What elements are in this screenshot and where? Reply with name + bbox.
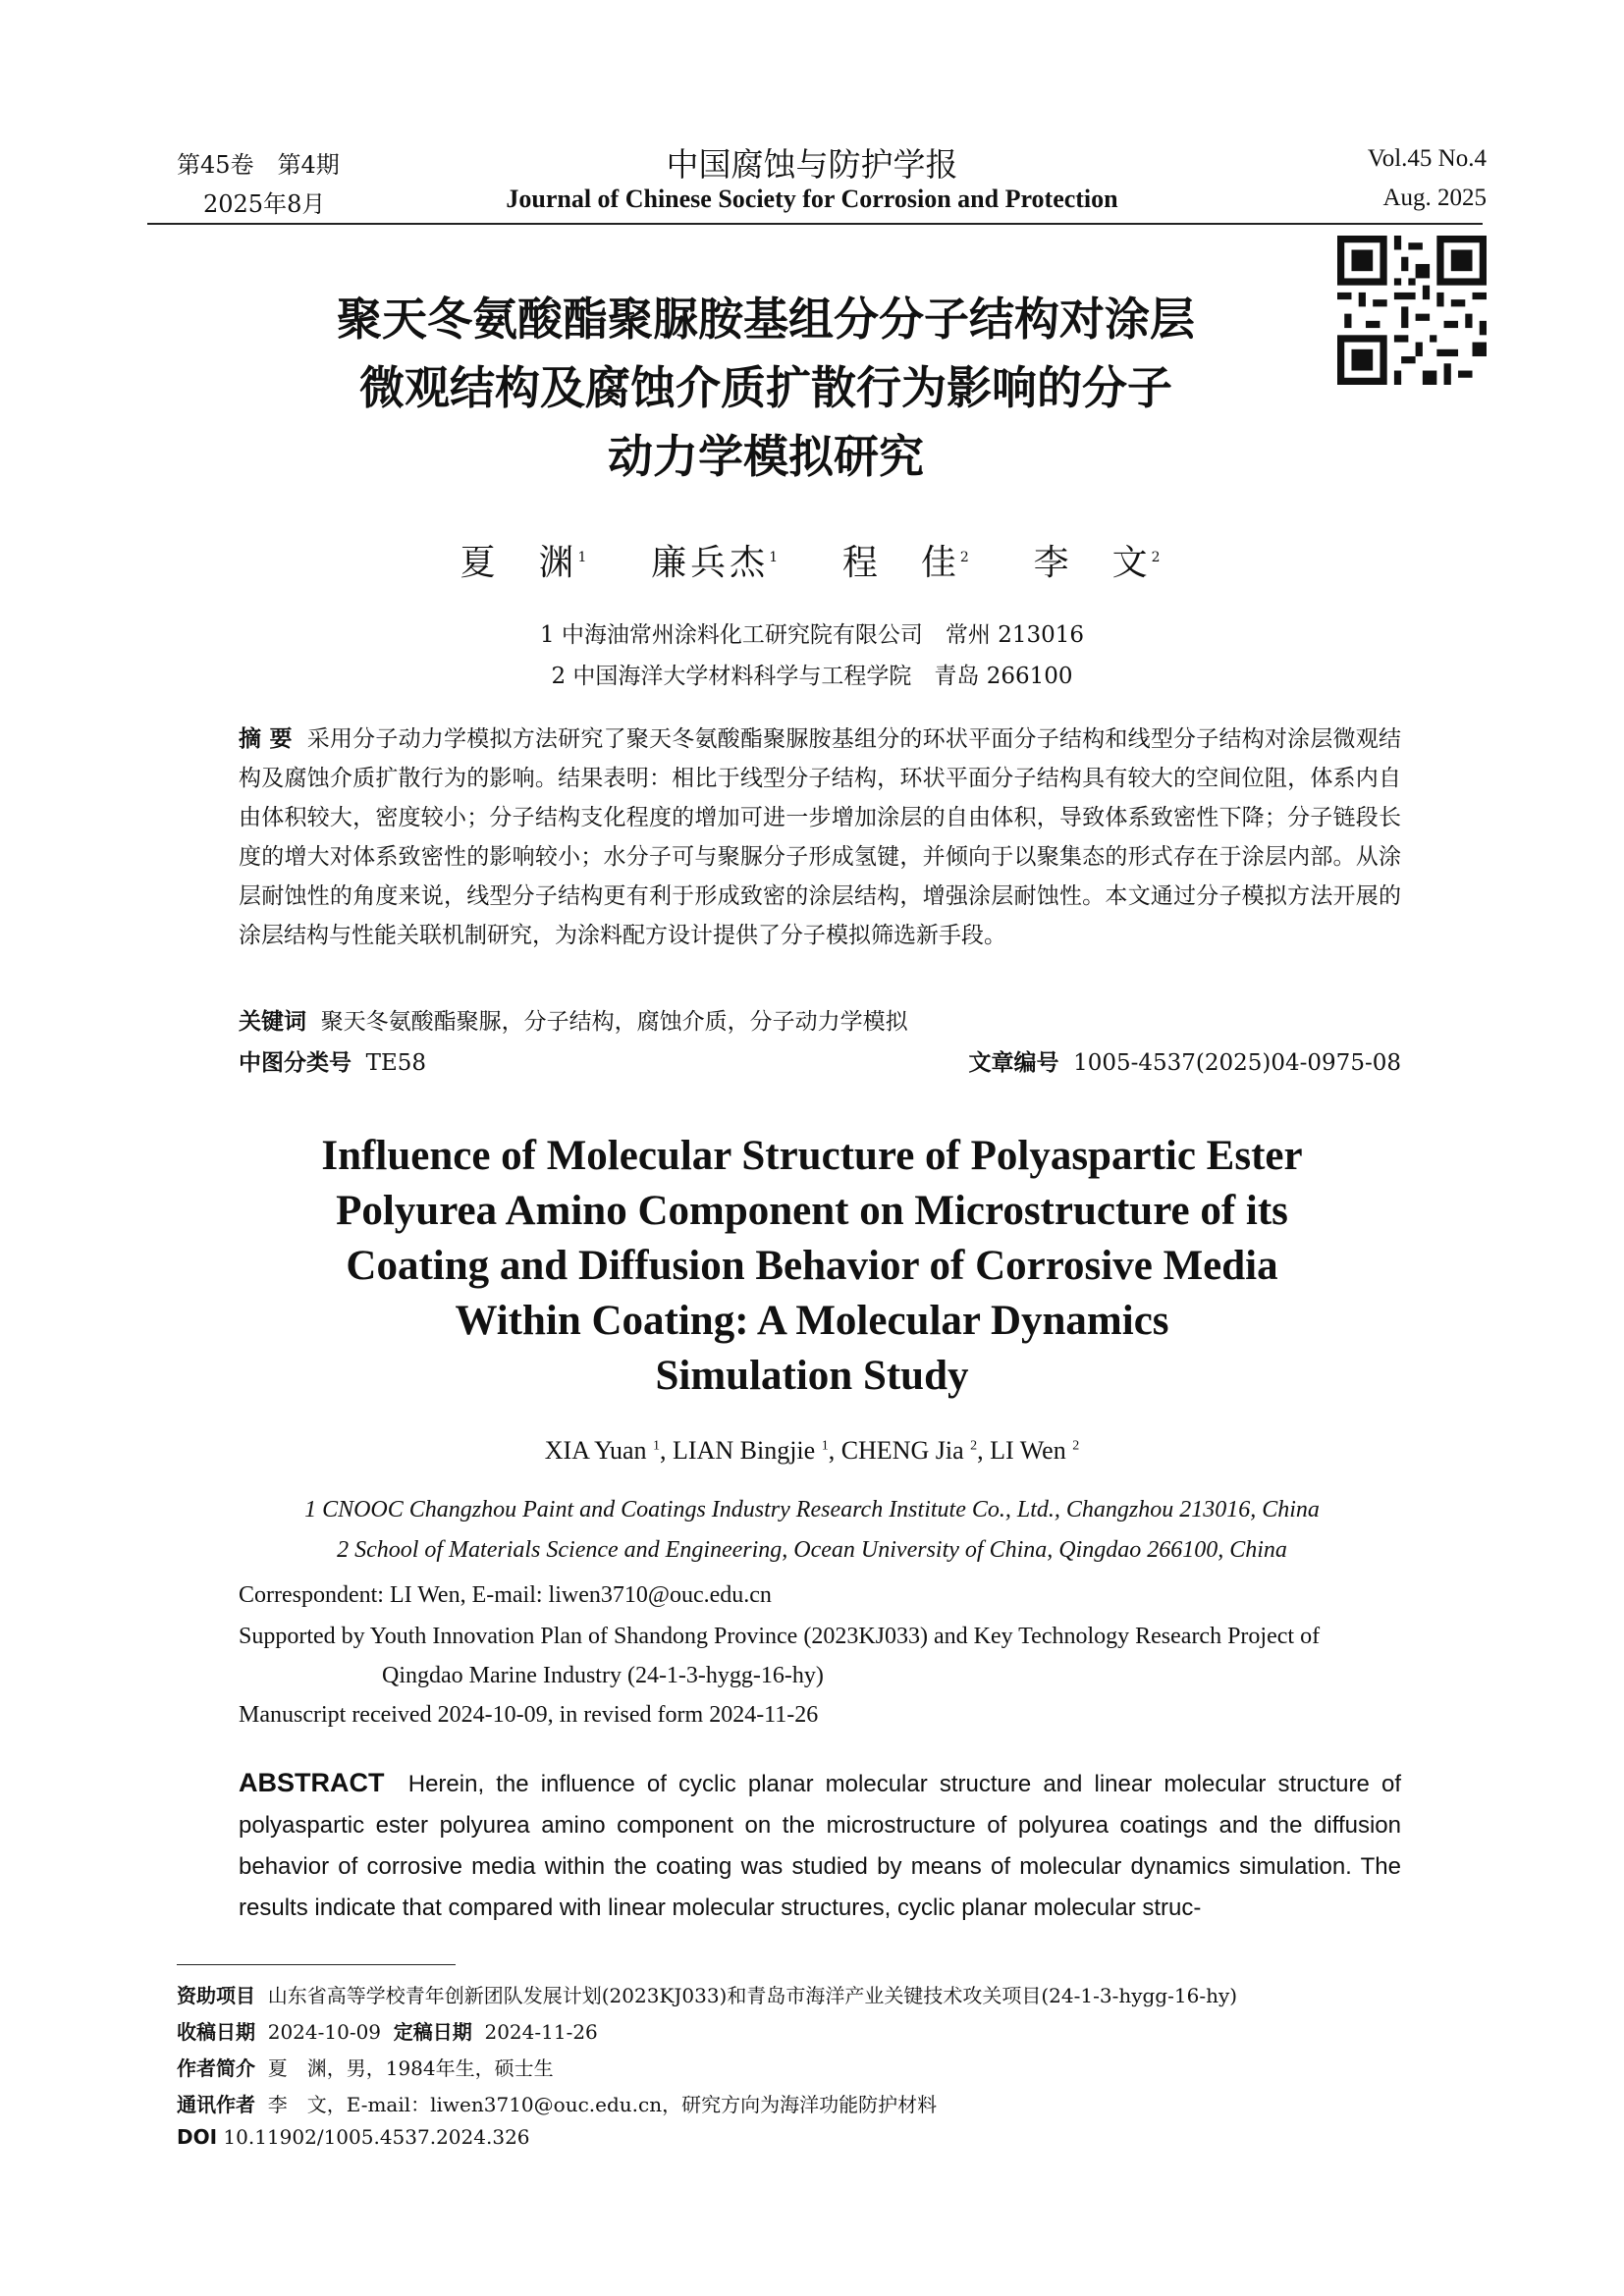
- abstract-cn: [239, 720, 1401, 955]
- volume-issue-en: Vol.45 No.4: [1367, 145, 1487, 172]
- footnote-text: 2024-10-09: [267, 2020, 382, 2044]
- keywords-cn: [239, 1003, 908, 1036]
- chinese-title-line: 聚天冬氨酸酯聚脲胺基组分分子结构对涂层: [337, 293, 1195, 346]
- journal-name-en: Journal of Chinese Society for Corrosion and Protection: [506, 185, 1118, 213]
- english-title-line: Coating and Diffusion Behavior of Corrosive Media: [346, 1243, 1278, 1289]
- footnote-label: 资助项目: [177, 1984, 255, 2007]
- footnote-author-bio: [177, 2053, 554, 2081]
- clc-value: TE58: [365, 1050, 427, 1076]
- article-number: [968, 1044, 1401, 1077]
- footnote-rule: [177, 1964, 456, 1965]
- footnote-label: 收稿日期: [177, 2020, 255, 2044]
- footnote-label: 作者简介: [177, 2056, 255, 2080]
- keywords-cn-text: 聚天冬氨酸酯聚脲，分子结构，腐蚀介质，分子动力学模拟: [320, 1009, 908, 1035]
- footnote-label: 通讯作者: [177, 2093, 255, 2116]
- article-number-value: 1005-4537(2025)04-0975-08: [1073, 1050, 1401, 1076]
- footnote-text: 山东省高等学校青年创新团队发展计划(2023KJ033)和青岛市海洋产业关键技术攻关项目(24-1-3-hygg-16-hy): [267, 1984, 1238, 2007]
- footnote-doi: [177, 2125, 530, 2149]
- author-name: 夏 渊: [460, 543, 578, 583]
- abstract-en-label: ABSTRACT: [239, 1768, 385, 1797]
- journal-name-cn: 中国腐蚀与防护学报: [666, 145, 958, 184]
- author-name: CHENG Jia: [840, 1436, 964, 1465]
- abstract-cn-label: 摘 要: [239, 726, 293, 752]
- english-authors: XIA Yuan $^1$, LIAN Bingjie $^1$, CHENG Jia $^2$, LI Wen $^2$: [544, 1436, 1080, 1465]
- author-affiliation-mark: 1: [769, 550, 783, 565]
- english-title-line: Polyurea Amino Component on Microstructure of its: [336, 1188, 1288, 1234]
- clc-label: 中图分类号: [239, 1050, 352, 1076]
- abstract-en-text: Herein, the influence of cyclic planar molecular structure and linear molecular structure of polyaspartic ester polyurea amino component on the microstructure of polyurea coatings and the diffusion behavior of corrosive media within the coating was studied by means of molecular dynamics simulation. The results indicate that compared with linear molecular structures, cyclic planar molecular struc-: [239, 1771, 1401, 1921]
- english-title-line: Simulation Study: [655, 1353, 969, 1399]
- chinese-title: [196, 285, 1335, 491]
- author-affiliation-mark: 2: [1151, 550, 1164, 565]
- author-affiliation-mark: 1: [653, 1438, 661, 1454]
- footnote-dates: [177, 2016, 598, 2045]
- abstract-en: [239, 1762, 1401, 1929]
- author-affiliation-mark: 1: [577, 550, 591, 565]
- date-en: Aug. 2025: [1382, 185, 1487, 211]
- author-affiliation-mark: 1: [821, 1438, 829, 1454]
- english-title: [196, 1129, 1428, 1404]
- supported-by-cont: Qingdao Marine Industry (24-1-3-hygg-16-hy): [382, 1663, 824, 1688]
- article-number-label: 文章编号: [968, 1050, 1059, 1076]
- footnote-label: 定稿日期: [393, 2020, 472, 2044]
- author-affiliation-mark: 2: [1072, 1438, 1080, 1454]
- author-name: 廉兵杰: [651, 543, 770, 583]
- chinese-title-line: 动力学模拟研究: [608, 430, 924, 483]
- keywords-cn-label: 关键词: [239, 1009, 306, 1035]
- author-affiliation-mark: 2: [970, 1438, 978, 1454]
- author-name: 程 佳: [841, 543, 960, 583]
- abstract-cn-text: 采用分子动力学模拟方法研究了聚天冬氨酸酯聚脲胺基组分的环状平面分子结构和线型分子结构对涂层微观结构及腐蚀介质扩散行为的影响。结果表明：相比于线型分子结构，环状平面分子结构具有较大的空间位阻，体系内自由体积较大，密度较小；分子结构支化程度的增加可进一步增加涂层的自由体积，导致体系致密性下降；分子链段长度的增大对体系致密性的影响较小；水分子可与聚脲分子形成氢键，并倾向于以聚集态的形式存在于涂层内部。从涂层耐蚀性的角度来说，线型分子结构更有利于形成致密的涂层结构，增强涂层耐蚀性。本文通过分子模拟方法开展的涂层结构与性能关联机制研究，为涂料配方设计提供了分子模拟筛选新手段。: [239, 726, 1402, 948]
- manuscript-dates: Manuscript received 2024-10-09, in revised form 2024-11-26: [239, 1702, 819, 1728]
- footnote-corresponding: [177, 2089, 937, 2117]
- author-name: LI Wen: [990, 1436, 1066, 1465]
- correspondent: Correspondent: LI Wen, E-mail: liwen3710@ouc.edu.cn: [239, 1582, 772, 1608]
- chinese-authors: [0, 535, 1624, 585]
- affiliation-cn-2: 2 中国海洋大学材料科学与工程学院 青岛 266100: [551, 664, 1073, 689]
- author-affiliation-mark: 2: [959, 550, 973, 565]
- qr-code-icon[interactable]: [1337, 236, 1487, 385]
- affiliation-en-2: 2 School of Materials Science and Engineering, Ocean University of China, Qingdao 266100, China: [337, 1537, 1287, 1563]
- affiliation-en-1: 1 CNOOC Changzhou Paint and Coatings Industry Research Institute Co., Ltd., Changzhou 213016, China: [304, 1497, 1320, 1522]
- author-name: 李 文: [1033, 543, 1152, 583]
- chinese-title-line: 微观结构及腐蚀介质扩散行为影响的分子: [359, 361, 1172, 414]
- english-title-line: Within Coating: A Molecular Dynamics: [455, 1298, 1169, 1344]
- supported-by: Supported by Youth Innovation Plan of Shandong Province (2023KJ033) and Key Technology Research Project of: [239, 1624, 1321, 1649]
- volume-issue-cn: 第45卷 第4期: [177, 151, 340, 179]
- doi-link[interactable]: 10.11902/1005.4537.2024.326: [223, 2125, 530, 2149]
- affiliation-cn-1: 1 中海油常州涂料化工研究院有限公司 常州 213016: [539, 622, 1085, 648]
- footnote-text: 夏 渊，男，1984年生，硕士生: [267, 2056, 554, 2080]
- footnote-text: 2024-11-26: [484, 2020, 598, 2044]
- author-name: LIAN Bingjie: [673, 1436, 816, 1465]
- date-cn: 2025年8月: [203, 190, 326, 218]
- header-rule: [147, 223, 1483, 225]
- footnote-label: DOI: [177, 2125, 218, 2149]
- footnote-text: 李 文，E-mail：liwen3710@ouc.edu.cn，研究方向为海洋功能防护材料: [267, 2093, 938, 2116]
- footnote-funding: [177, 1980, 1237, 2008]
- english-title-line: Influence of Molecular Structure of Polyaspartic Ester: [321, 1133, 1303, 1179]
- author-name: XIA Yuan: [544, 1436, 647, 1465]
- clc-number: [239, 1044, 426, 1077]
